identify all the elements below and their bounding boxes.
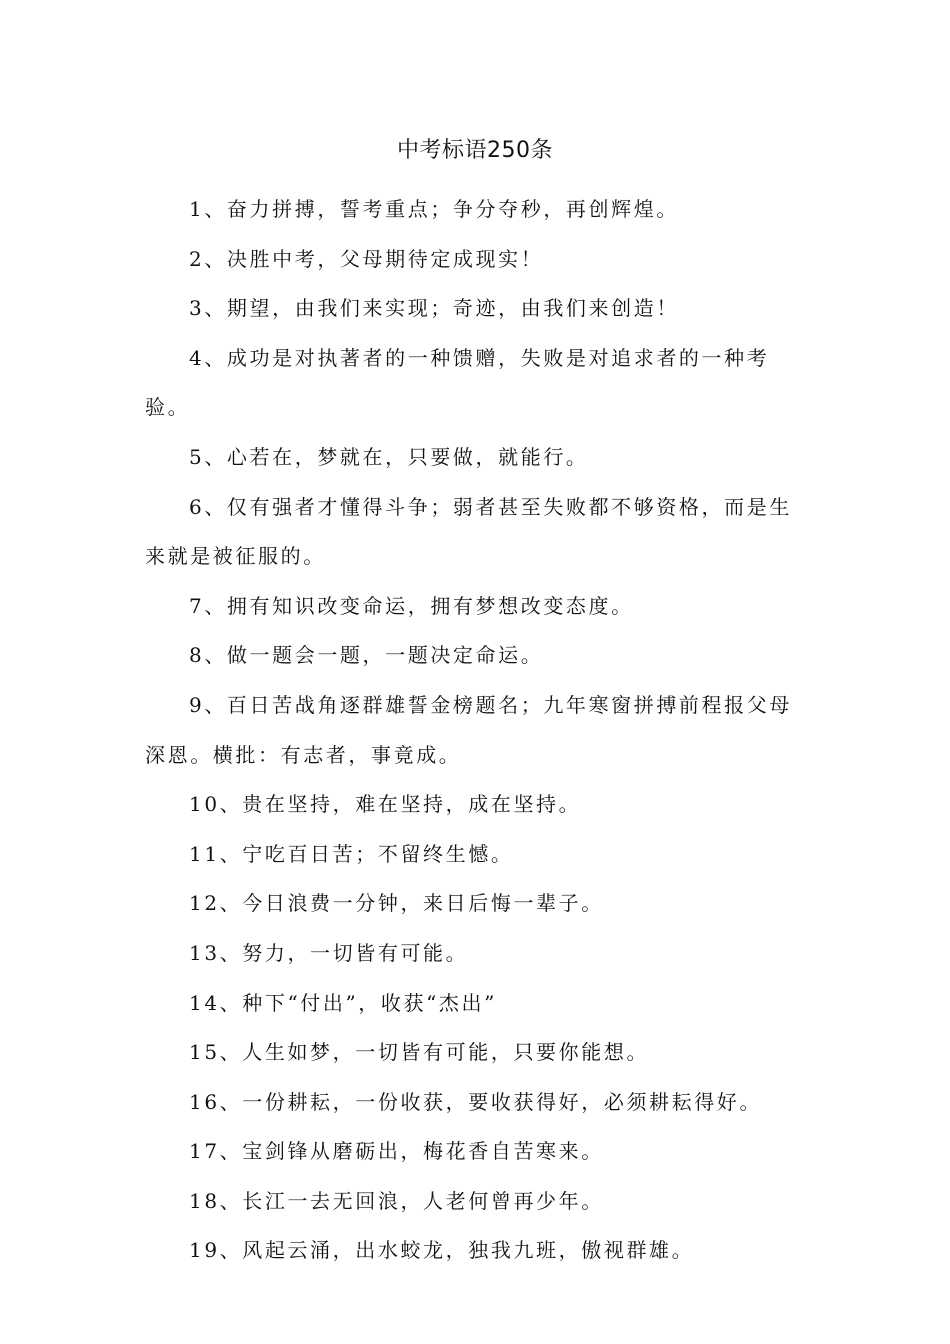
slogan-item: 14、种下“付出”，收获“杰出” bbox=[189, 990, 497, 1015]
slogan-item: 6、仅有强者才懂得斗争；弱者甚至失败都不够资格，而是生来就是被征服的。 bbox=[145, 494, 792, 569]
slogan-item: 5、心若在，梦就在，只要做，就能行。 bbox=[189, 444, 589, 469]
slogan-item: 8、做一题会一题，一题决定命运。 bbox=[189, 643, 544, 668]
slogan-item: 1、奋力拼搏，誓考重点；争分夺秒，再创辉煌。 bbox=[189, 197, 679, 221]
slogan-item: 4、成功是对执著者的一种馈赠，失败是对追求者的一种考验。 bbox=[145, 345, 770, 420]
slogan-item: 16、一份耕耘，一份收获，要收获得好，必须耕耘得好。 bbox=[189, 1089, 763, 1114]
slogan-item: 15、人生如梦，一切皆有可能，只要你能想。 bbox=[189, 1040, 650, 1065]
slogan-item: 3、期望，由我们来实现；奇迹，由我们来创造！ bbox=[189, 296, 679, 321]
slogan-item: 17、宝剑锋从磨砺出，梅花香自苦寒来。 bbox=[189, 1139, 604, 1164]
document-title: 中考标语250条 bbox=[397, 138, 553, 163]
slogan-item: 18、长江一去无回浪，人老何曾再少年。 bbox=[189, 1188, 604, 1213]
slogan-item: 12、今日浪费一分钟，来日后悔一辈子。 bbox=[189, 891, 604, 916]
slogan-list bbox=[145, 185, 810, 1276]
slogan-item: 7、拥有知识改变命运，拥有梦想改变态度。 bbox=[189, 593, 634, 618]
slogan-item: 13、努力，一切皆有可能。 bbox=[189, 940, 469, 965]
slogan-item: 11、宁吃百日苦；不留终生憾。 bbox=[189, 841, 514, 866]
slogan-item: 9、百日苦战角逐群雄誓金榜题名；九年寒窗拼搏前程报父母深恩。横批：有志者，事竟成。 bbox=[145, 692, 792, 767]
slogan-item: 19、风起云涌，出水蛟龙，独我九班，傲视群雄。 bbox=[189, 1238, 695, 1263]
slogan-item: 2、决胜中考，父母期待定成现实！ bbox=[189, 246, 544, 271]
slogan-item: 10、贵在坚持，难在坚持，成在坚持。 bbox=[189, 792, 582, 817]
